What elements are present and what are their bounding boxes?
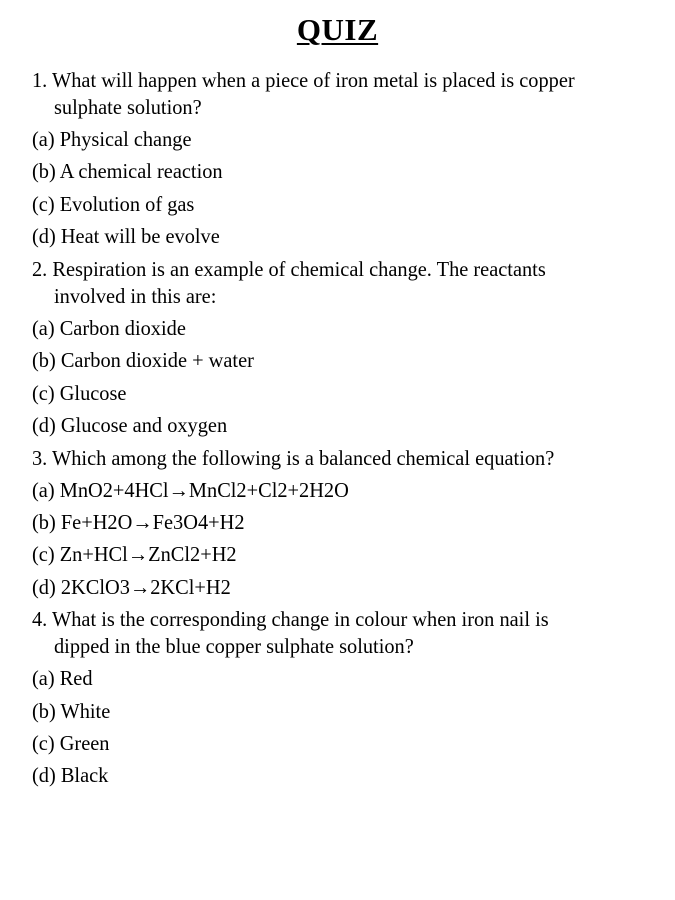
- question-1-option-d: (d) Heat will be evolve: [32, 224, 220, 248]
- page-title: QUIZ: [296, 12, 379, 47]
- question-2-option-a: (a) Carbon dioxide: [32, 316, 186, 340]
- question-3-option-d: (d) 2KClO3→2KCl+H2: [32, 575, 231, 599]
- question-1-text: 1. What will happen when a piece of iron metal is placed is copper: [32, 68, 575, 92]
- question-2-text-cont: involved in this are:: [54, 284, 217, 308]
- question-4-text-cont: dipped in the blue copper sulphate solution?: [54, 634, 414, 658]
- question-1-option-c: (c) Evolution of gas: [32, 192, 195, 216]
- question-2-text: 2. Respiration is an example of chemical change. The reactants: [32, 257, 546, 281]
- question-4-option-a: (a) Red: [32, 666, 93, 690]
- question-2-option-d: (d) Glucose and oxygen: [32, 413, 228, 437]
- question-4-option-b: (b) White: [32, 699, 111, 723]
- question-3-option-c: (c) Zn+HCl→ZnCl2+H2: [32, 542, 237, 566]
- question-1-option-b: (b) A chemical reaction: [32, 159, 223, 183]
- question-4-option-d: (d) Black: [32, 763, 109, 787]
- question-4-option-c: (c) Green: [32, 731, 110, 755]
- question-1-option-a: (a) Physical change: [32, 127, 192, 151]
- question-3-option-a: (a) MnO2+4HCl→MnCl2+Cl2+2H2O: [32, 478, 349, 502]
- question-2-option-b: (b) Carbon dioxide + water: [32, 348, 254, 372]
- question-4-text: 4. What is the corresponding change in colour when iron nail is: [32, 607, 549, 631]
- question-1-text-cont: sulphate solution?: [54, 95, 202, 119]
- question-2-option-c: (c) Glucose: [32, 381, 127, 405]
- question-3-text: 3. Which among the following is a balanced chemical equation?: [32, 446, 555, 470]
- question-3-option-b: (b) Fe+H2O→Fe3O4+H2: [32, 510, 245, 534]
